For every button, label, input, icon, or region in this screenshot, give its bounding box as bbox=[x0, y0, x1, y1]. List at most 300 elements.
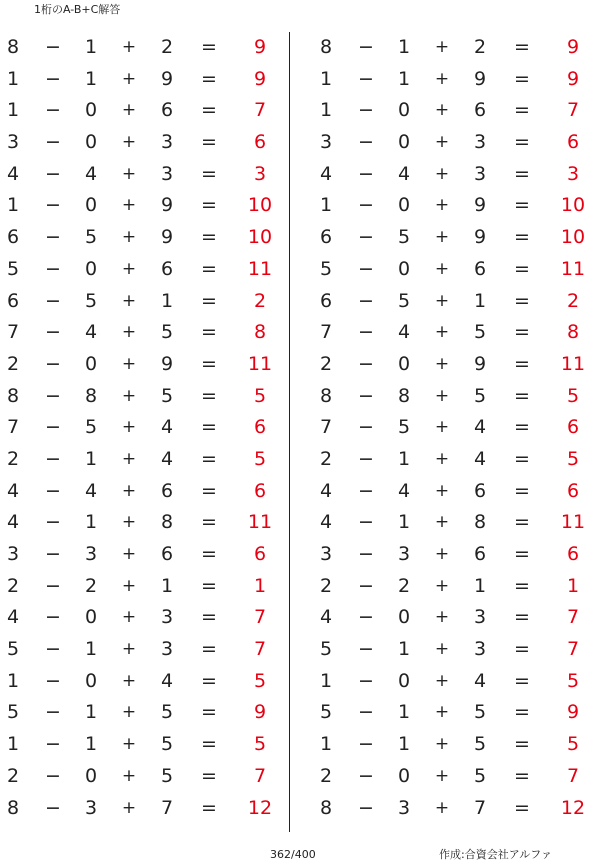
plus-sign: + bbox=[434, 734, 450, 755]
answer: 7 bbox=[566, 638, 580, 661]
operand-a: 6 bbox=[319, 289, 333, 312]
answer: 8 bbox=[566, 321, 580, 344]
answer: 2 bbox=[253, 289, 267, 312]
equals-sign: = bbox=[201, 638, 217, 661]
operand-a: 3 bbox=[6, 543, 20, 565]
operand-b: 3 bbox=[84, 543, 98, 565]
answer: 7 bbox=[253, 606, 267, 629]
operand-b: 4 bbox=[397, 162, 411, 185]
operand-b: 5 bbox=[397, 289, 411, 312]
operand-a: 7 bbox=[319, 321, 333, 344]
operand-c: 9 bbox=[473, 226, 487, 249]
operand-c: 3 bbox=[160, 606, 174, 629]
author-credit: 作成:合資会社アルファ bbox=[439, 848, 553, 861]
operand-a: 1 bbox=[6, 733, 20, 756]
problem-row bbox=[313, 95, 593, 127]
equals-sign: = bbox=[514, 194, 530, 217]
operand-a: 2 bbox=[319, 574, 333, 597]
equals-sign: = bbox=[514, 384, 530, 407]
operand-b: 0 bbox=[397, 669, 411, 692]
operand-a: 1 bbox=[319, 67, 333, 90]
problem-row bbox=[0, 634, 280, 666]
operand-b: 8 bbox=[84, 384, 98, 407]
minus-sign: − bbox=[358, 36, 374, 58]
equals-sign: = bbox=[514, 226, 530, 249]
answer: 11 bbox=[560, 352, 586, 375]
operand-c: 1 bbox=[160, 574, 174, 597]
equals-sign: = bbox=[514, 638, 530, 661]
minus-sign: − bbox=[358, 99, 374, 122]
operand-b: 1 bbox=[397, 701, 411, 724]
equals-sign: = bbox=[201, 416, 217, 439]
equals-sign: = bbox=[201, 479, 217, 502]
plus-sign: + bbox=[434, 670, 450, 691]
operand-c: 5 bbox=[160, 384, 174, 407]
equals-sign: = bbox=[201, 99, 217, 122]
minus-sign: − bbox=[45, 796, 61, 819]
plus-sign: + bbox=[121, 322, 137, 343]
operand-b: 1 bbox=[397, 638, 411, 661]
answer: 6 bbox=[253, 416, 267, 439]
plus-sign: + bbox=[121, 132, 137, 153]
equals-sign: = bbox=[201, 384, 217, 407]
answer: 9 bbox=[566, 701, 580, 724]
operand-a: 1 bbox=[6, 669, 20, 692]
operand-b: 8 bbox=[397, 384, 411, 407]
plus-sign: + bbox=[434, 68, 450, 89]
minus-sign: − bbox=[45, 99, 61, 122]
plus-sign: + bbox=[121, 670, 137, 691]
operand-c: 5 bbox=[473, 384, 487, 407]
equals-sign: = bbox=[514, 416, 530, 439]
problem-row bbox=[0, 190, 280, 222]
answer: 6 bbox=[253, 543, 267, 565]
problem-row bbox=[313, 222, 593, 254]
operand-c: 9 bbox=[160, 194, 174, 217]
problem-row bbox=[313, 793, 593, 825]
operand-a: 7 bbox=[6, 416, 20, 439]
answer: 7 bbox=[253, 638, 267, 661]
equals-sign: = bbox=[514, 36, 530, 58]
operand-c: 3 bbox=[160, 638, 174, 661]
operand-a: 6 bbox=[6, 289, 20, 312]
minus-sign: − bbox=[358, 384, 374, 407]
operand-a: 1 bbox=[6, 67, 20, 90]
operand-c: 5 bbox=[473, 764, 487, 787]
problem-row bbox=[313, 159, 593, 191]
answer: 9 bbox=[566, 67, 580, 90]
minus-sign: − bbox=[45, 733, 61, 756]
operand-c: 5 bbox=[473, 321, 487, 344]
problem-column-right bbox=[313, 32, 593, 824]
problem-row bbox=[313, 761, 593, 793]
operand-b: 5 bbox=[84, 289, 98, 312]
operand-a: 1 bbox=[6, 194, 20, 217]
problem-row bbox=[0, 602, 280, 634]
minus-sign: − bbox=[358, 447, 374, 470]
operand-a: 2 bbox=[6, 764, 20, 787]
equals-sign: = bbox=[201, 701, 217, 724]
operand-b: 1 bbox=[397, 67, 411, 90]
plus-sign: + bbox=[121, 448, 137, 469]
plus-sign: + bbox=[434, 575, 450, 596]
equals-sign: = bbox=[201, 321, 217, 344]
operand-b: 0 bbox=[84, 257, 98, 280]
operand-a: 1 bbox=[6, 99, 20, 122]
operand-c: 2 bbox=[160, 36, 174, 58]
operand-b: 2 bbox=[397, 574, 411, 597]
equals-sign: = bbox=[514, 257, 530, 280]
minus-sign: − bbox=[358, 764, 374, 787]
plus-sign: + bbox=[121, 512, 137, 533]
equals-sign: = bbox=[201, 131, 217, 154]
answer: 11 bbox=[247, 511, 273, 534]
problem-row bbox=[0, 697, 280, 729]
operand-c: 9 bbox=[473, 352, 487, 375]
operand-c: 1 bbox=[473, 289, 487, 312]
plus-sign: + bbox=[434, 765, 450, 786]
plus-sign: + bbox=[121, 163, 137, 184]
operand-c: 5 bbox=[473, 733, 487, 756]
operand-b: 5 bbox=[84, 226, 98, 249]
operand-a: 6 bbox=[319, 226, 333, 249]
plus-sign: + bbox=[434, 607, 450, 628]
minus-sign: − bbox=[358, 162, 374, 185]
minus-sign: − bbox=[358, 606, 374, 629]
plus-sign: + bbox=[434, 132, 450, 153]
plus-sign: + bbox=[434, 544, 450, 564]
problem-row bbox=[313, 729, 593, 761]
operand-b: 3 bbox=[397, 796, 411, 819]
operand-b: 0 bbox=[397, 194, 411, 217]
equals-sign: = bbox=[514, 99, 530, 122]
operand-a: 1 bbox=[319, 99, 333, 122]
operand-b: 4 bbox=[397, 479, 411, 502]
equals-sign: = bbox=[514, 131, 530, 154]
minus-sign: − bbox=[45, 162, 61, 185]
problem-row bbox=[0, 222, 280, 254]
equals-sign: = bbox=[514, 67, 530, 90]
problem-row bbox=[313, 476, 593, 508]
problem-row bbox=[0, 476, 280, 508]
plus-sign: + bbox=[434, 448, 450, 469]
answer: 5 bbox=[253, 669, 267, 692]
operand-a: 4 bbox=[6, 479, 20, 502]
equals-sign: = bbox=[514, 669, 530, 692]
equals-sign: = bbox=[201, 733, 217, 756]
operand-c: 7 bbox=[160, 796, 174, 819]
operand-c: 8 bbox=[473, 511, 487, 534]
operand-b: 4 bbox=[84, 162, 98, 185]
answer: 9 bbox=[253, 36, 267, 58]
problem-row bbox=[313, 32, 593, 64]
plus-sign: + bbox=[121, 480, 137, 501]
operand-c: 5 bbox=[473, 701, 487, 724]
operand-a: 8 bbox=[6, 796, 20, 819]
operand-c: 9 bbox=[473, 194, 487, 217]
minus-sign: − bbox=[45, 36, 61, 58]
plus-sign: + bbox=[434, 163, 450, 184]
problem-row bbox=[0, 95, 280, 127]
answer: 7 bbox=[253, 764, 267, 787]
equals-sign: = bbox=[514, 162, 530, 185]
operand-b: 0 bbox=[397, 257, 411, 280]
answer: 11 bbox=[247, 352, 273, 375]
equals-sign: = bbox=[514, 764, 530, 787]
plus-sign: + bbox=[121, 575, 137, 596]
operand-c: 8 bbox=[160, 511, 174, 534]
problem-row bbox=[313, 254, 593, 286]
answer: 5 bbox=[253, 447, 267, 470]
problem-row bbox=[313, 697, 593, 729]
equals-sign: = bbox=[201, 511, 217, 534]
equals-sign: = bbox=[514, 479, 530, 502]
equals-sign: = bbox=[514, 447, 530, 470]
operand-a: 5 bbox=[319, 638, 333, 661]
minus-sign: − bbox=[45, 606, 61, 629]
problem-row bbox=[0, 127, 280, 159]
problem-row bbox=[0, 539, 280, 571]
equals-sign: = bbox=[201, 352, 217, 375]
operand-a: 8 bbox=[319, 796, 333, 819]
operand-a: 8 bbox=[6, 36, 20, 58]
operand-a: 5 bbox=[6, 257, 20, 280]
operand-c: 6 bbox=[473, 99, 487, 122]
operand-b: 4 bbox=[397, 321, 411, 344]
operand-b: 1 bbox=[397, 447, 411, 470]
problem-row bbox=[0, 254, 280, 286]
problem-row bbox=[0, 761, 280, 793]
problem-row bbox=[0, 317, 280, 349]
minus-sign: − bbox=[45, 701, 61, 724]
answer: 1 bbox=[566, 574, 580, 597]
operand-b: 5 bbox=[84, 416, 98, 439]
equals-sign: = bbox=[514, 574, 530, 597]
plus-sign: + bbox=[121, 37, 137, 57]
operand-c: 4 bbox=[473, 447, 487, 470]
operand-a: 3 bbox=[319, 131, 333, 154]
answer: 8 bbox=[253, 321, 267, 344]
operand-a: 2 bbox=[6, 574, 20, 597]
minus-sign: − bbox=[45, 194, 61, 217]
equals-sign: = bbox=[514, 796, 530, 819]
equals-sign: = bbox=[201, 226, 217, 249]
plus-sign: + bbox=[121, 797, 137, 818]
problem-row bbox=[0, 32, 280, 64]
equals-sign: = bbox=[201, 669, 217, 692]
answer: 10 bbox=[247, 194, 273, 217]
operand-c: 3 bbox=[160, 162, 174, 185]
problem-row bbox=[0, 349, 280, 381]
problem-row bbox=[313, 634, 593, 666]
problem-row bbox=[0, 381, 280, 413]
operand-a: 7 bbox=[6, 321, 20, 344]
minus-sign: − bbox=[358, 543, 374, 565]
answer: 1 bbox=[253, 574, 267, 597]
answer: 9 bbox=[253, 67, 267, 90]
answer: 9 bbox=[566, 36, 580, 58]
operand-b: 0 bbox=[397, 764, 411, 787]
plus-sign: + bbox=[121, 100, 137, 121]
minus-sign: − bbox=[358, 194, 374, 217]
minus-sign: − bbox=[358, 289, 374, 312]
minus-sign: − bbox=[358, 479, 374, 502]
minus-sign: − bbox=[45, 257, 61, 280]
answer: 5 bbox=[253, 733, 267, 756]
plus-sign: + bbox=[434, 290, 450, 311]
problem-row bbox=[313, 507, 593, 539]
operand-a: 8 bbox=[319, 384, 333, 407]
operand-a: 2 bbox=[319, 447, 333, 470]
answer: 7 bbox=[253, 99, 267, 122]
operand-b: 1 bbox=[84, 447, 98, 470]
operand-c: 9 bbox=[473, 67, 487, 90]
problem-row bbox=[0, 64, 280, 96]
minus-sign: − bbox=[358, 511, 374, 534]
plus-sign: + bbox=[434, 417, 450, 438]
problem-row bbox=[313, 444, 593, 476]
answer: 11 bbox=[560, 257, 586, 280]
equals-sign: = bbox=[514, 543, 530, 565]
operand-b: 0 bbox=[84, 764, 98, 787]
minus-sign: − bbox=[358, 733, 374, 756]
problem-row bbox=[0, 729, 280, 761]
problem-row bbox=[0, 507, 280, 539]
operand-c: 6 bbox=[160, 543, 174, 565]
answer: 7 bbox=[566, 606, 580, 629]
problem-row bbox=[0, 412, 280, 444]
page-number: 362/400 bbox=[270, 848, 316, 861]
answer: 6 bbox=[566, 479, 580, 502]
minus-sign: − bbox=[45, 384, 61, 407]
operand-c: 9 bbox=[160, 352, 174, 375]
minus-sign: − bbox=[358, 226, 374, 249]
operand-c: 9 bbox=[160, 67, 174, 90]
operand-a: 4 bbox=[319, 162, 333, 185]
answer: 12 bbox=[247, 796, 273, 819]
plus-sign: + bbox=[434, 480, 450, 501]
operand-c: 6 bbox=[160, 257, 174, 280]
plus-sign: + bbox=[121, 195, 137, 216]
operand-c: 5 bbox=[160, 733, 174, 756]
operand-c: 1 bbox=[473, 574, 487, 597]
operand-b: 1 bbox=[84, 733, 98, 756]
problem-row bbox=[313, 412, 593, 444]
answer: 6 bbox=[253, 131, 267, 154]
operand-a: 4 bbox=[6, 606, 20, 629]
equals-sign: = bbox=[514, 733, 530, 756]
problem-row bbox=[313, 602, 593, 634]
answer: 10 bbox=[560, 226, 586, 249]
operand-a: 4 bbox=[6, 511, 20, 534]
plus-sign: + bbox=[121, 765, 137, 786]
operand-c: 3 bbox=[473, 638, 487, 661]
problem-row bbox=[313, 571, 593, 603]
operand-a: 2 bbox=[319, 764, 333, 787]
minus-sign: − bbox=[358, 67, 374, 90]
operand-c: 4 bbox=[160, 669, 174, 692]
minus-sign: − bbox=[45, 289, 61, 312]
plus-sign: + bbox=[434, 512, 450, 533]
operand-c: 5 bbox=[160, 321, 174, 344]
operand-c: 4 bbox=[473, 416, 487, 439]
operand-c: 5 bbox=[160, 764, 174, 787]
answer: 7 bbox=[566, 99, 580, 122]
minus-sign: − bbox=[358, 638, 374, 661]
answer: 6 bbox=[566, 416, 580, 439]
operand-b: 5 bbox=[397, 416, 411, 439]
equals-sign: = bbox=[201, 606, 217, 629]
minus-sign: − bbox=[45, 416, 61, 439]
problem-row bbox=[313, 539, 593, 571]
operand-c: 6 bbox=[160, 479, 174, 502]
operand-a: 2 bbox=[6, 447, 20, 470]
operand-b: 3 bbox=[397, 543, 411, 565]
minus-sign: − bbox=[45, 511, 61, 534]
plus-sign: + bbox=[121, 227, 137, 248]
minus-sign: − bbox=[45, 352, 61, 375]
sheet-title: 1桁のA-B+C解答 bbox=[34, 3, 121, 16]
plus-sign: + bbox=[121, 734, 137, 755]
plus-sign: + bbox=[434, 37, 450, 57]
plus-sign: + bbox=[434, 258, 450, 279]
plus-sign: + bbox=[121, 607, 137, 628]
minus-sign: − bbox=[358, 321, 374, 344]
operand-b: 0 bbox=[84, 194, 98, 217]
plus-sign: + bbox=[434, 797, 450, 818]
operand-c: 4 bbox=[160, 447, 174, 470]
operand-a: 6 bbox=[6, 226, 20, 249]
answer: 5 bbox=[566, 733, 580, 756]
operand-a: 3 bbox=[319, 543, 333, 565]
equals-sign: = bbox=[201, 194, 217, 217]
minus-sign: − bbox=[358, 257, 374, 280]
operand-b: 5 bbox=[397, 226, 411, 249]
operand-b: 1 bbox=[397, 733, 411, 756]
operand-b: 0 bbox=[84, 606, 98, 629]
minus-sign: − bbox=[45, 574, 61, 597]
operand-a: 2 bbox=[6, 352, 20, 375]
problem-row bbox=[0, 793, 280, 825]
problem-row bbox=[0, 159, 280, 191]
operand-a: 5 bbox=[6, 638, 20, 661]
operand-a: 1 bbox=[319, 733, 333, 756]
operand-c: 6 bbox=[473, 257, 487, 280]
operand-b: 0 bbox=[397, 606, 411, 629]
equals-sign: = bbox=[514, 321, 530, 344]
plus-sign: + bbox=[121, 544, 137, 564]
equals-sign: = bbox=[514, 511, 530, 534]
minus-sign: − bbox=[45, 67, 61, 90]
plus-sign: + bbox=[434, 353, 450, 374]
plus-sign: + bbox=[434, 100, 450, 121]
problem-row bbox=[0, 666, 280, 698]
equals-sign: = bbox=[201, 796, 217, 819]
answer: 6 bbox=[566, 543, 580, 565]
plus-sign: + bbox=[121, 702, 137, 723]
minus-sign: − bbox=[358, 574, 374, 597]
equals-sign: = bbox=[514, 701, 530, 724]
operand-b: 0 bbox=[84, 669, 98, 692]
answer: 2 bbox=[566, 289, 580, 312]
operand-b: 3 bbox=[84, 796, 98, 819]
answer: 5 bbox=[566, 384, 580, 407]
minus-sign: − bbox=[358, 131, 374, 154]
plus-sign: + bbox=[434, 322, 450, 343]
answer: 5 bbox=[566, 447, 580, 470]
operand-a: 8 bbox=[6, 384, 20, 407]
operand-a: 3 bbox=[6, 131, 20, 154]
